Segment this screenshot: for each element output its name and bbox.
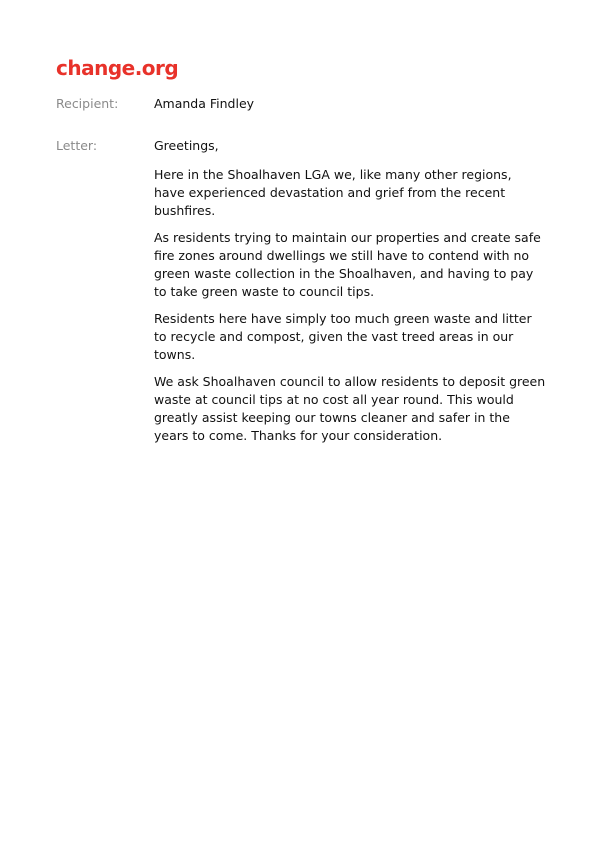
- letter-body: [154, 137, 546, 454]
- letter-paragraph: Here in the Shoalhaven LGA we, like many other regions, have experienced devastation and grief from the recent bushfires.: [154, 167, 512, 218]
- letter-label: Letter:: [56, 138, 98, 153]
- change-org-logo: change.org: [56, 56, 179, 80]
- letter-paragraph: We ask Shoalhaven council to allow residents to deposit green waste at council tips at no cost all year round. This would greatly assist keeping our towns cleaner and safer in the years to come. Thanks for your consideration.: [154, 374, 546, 443]
- recipient-name: Amanda Findley: [154, 96, 255, 111]
- letter-paragraph: As residents trying to maintain our properties and create safe fire zones around dwellings we still have to contend with no green waste collection in the Shoalhaven, and having to pay to take green waste to council tips.: [154, 230, 541, 299]
- recipient-label: Recipient:: [56, 96, 119, 111]
- letter-greeting: Greetings,: [154, 138, 219, 153]
- letter-paragraph: Residents here have simply too much green waste and litter to recycle and compost, given the vast treed areas in our towns.: [154, 311, 532, 362]
